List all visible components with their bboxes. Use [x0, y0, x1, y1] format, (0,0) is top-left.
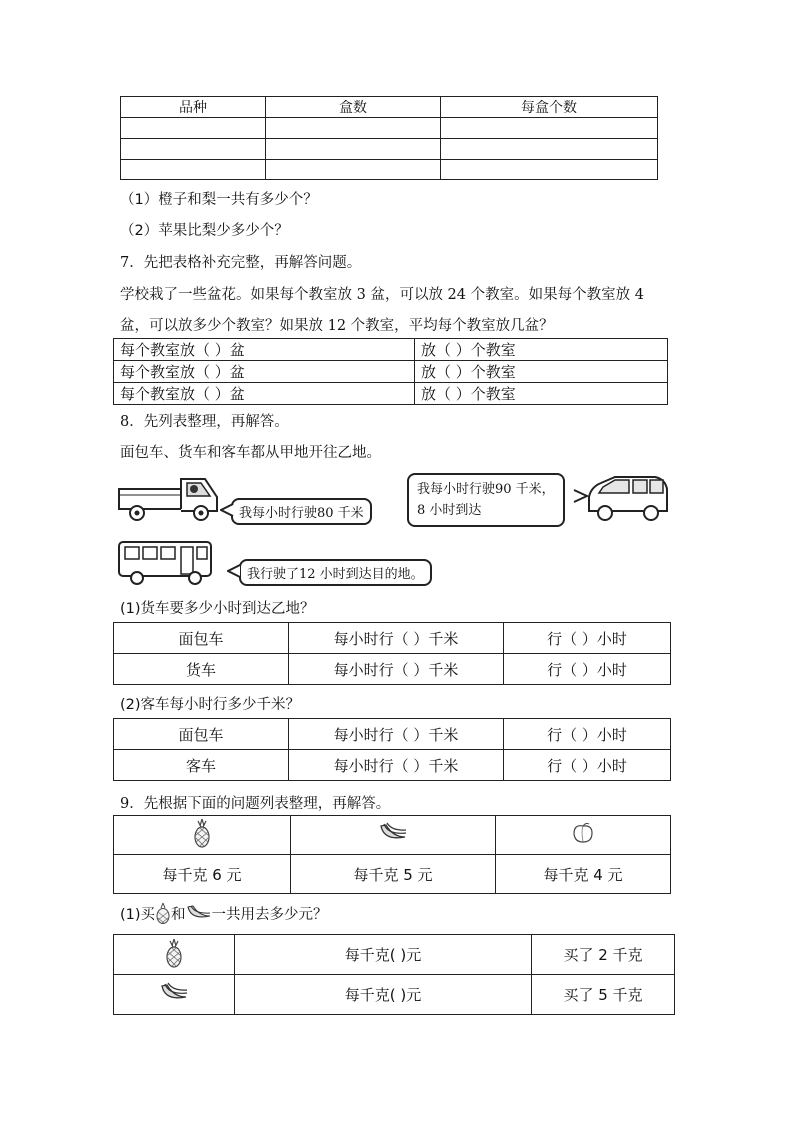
price-cell: 每千克 6 元	[114, 855, 291, 894]
q9-sub1-suffix: 一共用去多少元？	[211, 906, 328, 923]
table-purchase	[113, 934, 675, 1015]
header-variety: 品种	[121, 97, 266, 118]
q8-sub1: (1)货车要多少小时到达乙地？	[120, 601, 315, 617]
truck-speech-bubble	[231, 498, 372, 525]
table-cell[interactable]	[266, 160, 441, 180]
fruit-image-cell	[291, 816, 496, 855]
price-cell: 每千克 5 元	[291, 855, 496, 894]
van-speech-bubble	[407, 473, 565, 527]
q9-sub1-prefix: (1)买	[120, 906, 156, 923]
truck-icon	[117, 471, 223, 523]
table-row	[114, 975, 675, 1015]
fruit-image-cell	[114, 975, 235, 1015]
table-bus-question	[113, 718, 671, 781]
banana-icon	[186, 904, 212, 922]
price-cell: 每千克 4 元	[496, 855, 671, 894]
vehicle-cell: 面包车	[114, 719, 289, 750]
table-row	[114, 750, 671, 781]
van-bubble-line-2: 8 小时到达	[417, 503, 482, 518]
table-fruit-prices	[113, 815, 671, 894]
pineapple-icon	[164, 938, 184, 968]
table-cell[interactable]	[441, 118, 658, 139]
banana-icon	[378, 821, 408, 845]
hours-cell[interactable]: 行（ ）小时	[504, 654, 671, 685]
vehicle-cell: 面包车	[114, 623, 289, 654]
price-cell[interactable]: 每千克( )元	[235, 935, 532, 975]
table-cell[interactable]	[441, 139, 658, 160]
table-row	[114, 816, 671, 855]
q8-sub2: (2)客车每小时行多少千米？	[120, 697, 301, 713]
table-row	[114, 383, 668, 405]
table-fruit-boxes	[120, 96, 658, 180]
table-row	[121, 118, 658, 139]
table-row	[114, 935, 675, 975]
q6-sub2: （2）苹果比梨少多少个？	[120, 223, 289, 239]
table-cell[interactable]	[121, 118, 266, 139]
pots-cell[interactable]: 每个教室放（ ）盆	[114, 339, 415, 361]
pots-cell[interactable]: 每个教室放（ ）盆	[114, 361, 415, 383]
table-cell[interactable]	[266, 139, 441, 160]
price-cell[interactable]: 每千克( )元	[235, 975, 532, 1015]
q7-title: 7．先把表格补充完整，再解答问题。	[120, 255, 362, 271]
q7-text-2: 盆，可以放多少个教室？如果放 12 个教室，平均每个教室放几盆？	[120, 318, 554, 334]
pots-cell[interactable]: 每个教室放（ ）盆	[114, 383, 415, 405]
speed-cell[interactable]: 每小时行（ ）千米	[289, 719, 504, 750]
q9-sub1-and: 和	[171, 906, 186, 923]
bubble-tail-icon	[220, 503, 234, 517]
q9-title: 9．先根据下面的问题列表整理，再解答。	[120, 796, 391, 812]
speed-cell[interactable]: 每小时行（ ）千米	[289, 654, 504, 685]
table-classroom-pots	[113, 338, 668, 405]
table-truck-question	[113, 622, 671, 685]
speed-cell[interactable]: 每小时行（ ）千米	[289, 750, 504, 781]
fruit-image-cell	[496, 816, 671, 855]
amount-cell: 买了 5 千克	[532, 975, 675, 1015]
banana-icon	[159, 981, 189, 1005]
table-row	[121, 160, 658, 180]
vehicle-cell: 货车	[114, 654, 289, 685]
table-cell[interactable]	[266, 118, 441, 139]
table-row	[114, 719, 671, 750]
table-row	[114, 855, 671, 894]
table-cell[interactable]	[121, 160, 266, 180]
q8-title: 8．先列表整理，再解答。	[120, 414, 289, 430]
table-row	[121, 139, 658, 160]
table-cell[interactable]	[121, 139, 266, 160]
rooms-cell[interactable]: 放（ ）个教室	[415, 361, 668, 383]
table-header-row	[121, 97, 658, 118]
bubble-tail-icon	[227, 564, 241, 578]
van-bubble-line-1: 我每小时行驶90 千米，	[417, 482, 555, 497]
pineapple-icon	[155, 902, 171, 924]
table-row	[114, 654, 671, 685]
table-row	[114, 623, 671, 654]
van-icon	[585, 475, 671, 523]
hours-cell[interactable]: 行（ ）小时	[504, 750, 671, 781]
table-cell[interactable]	[441, 160, 658, 180]
vehicle-cell: 客车	[114, 750, 289, 781]
hours-cell[interactable]: 行（ ）小时	[504, 719, 671, 750]
pineapple-icon	[192, 818, 212, 848]
hours-cell[interactable]: 行（ ）小时	[504, 623, 671, 654]
q8-intro: 面包车、货车和客车都从甲地开往乙地。	[120, 445, 381, 461]
header-box-count: 盒数	[266, 97, 441, 118]
header-per-box: 每盒个数	[441, 97, 658, 118]
rooms-cell[interactable]: 放（ ）个教室	[415, 383, 668, 405]
rooms-cell[interactable]: 放（ ）个教室	[415, 339, 668, 361]
fruit-image-cell	[114, 816, 291, 855]
q9-sub1	[120, 902, 328, 924]
peach-icon	[571, 822, 595, 844]
bus-speech-bubble	[239, 559, 432, 586]
amount-cell: 买了 2 千克	[532, 935, 675, 975]
q6-sub1: （1）橙子和梨一共有多少个？	[120, 192, 318, 208]
fruit-image-cell	[114, 935, 235, 975]
truck-bubble-text: 我每小时行驶80 千米	[239, 506, 364, 521]
speed-cell[interactable]: 每小时行（ ）千米	[289, 623, 504, 654]
bus-icon	[117, 540, 215, 586]
table-row	[114, 361, 668, 383]
table-row	[114, 339, 668, 361]
bus-bubble-text: 我行驶了12 小时到达目的地。	[247, 567, 424, 582]
q7-text-1: 学校栽了一些盆花。如果每个教室放 3 盆，可以放 24 个教室。如果每个教室放 4	[120, 287, 644, 303]
